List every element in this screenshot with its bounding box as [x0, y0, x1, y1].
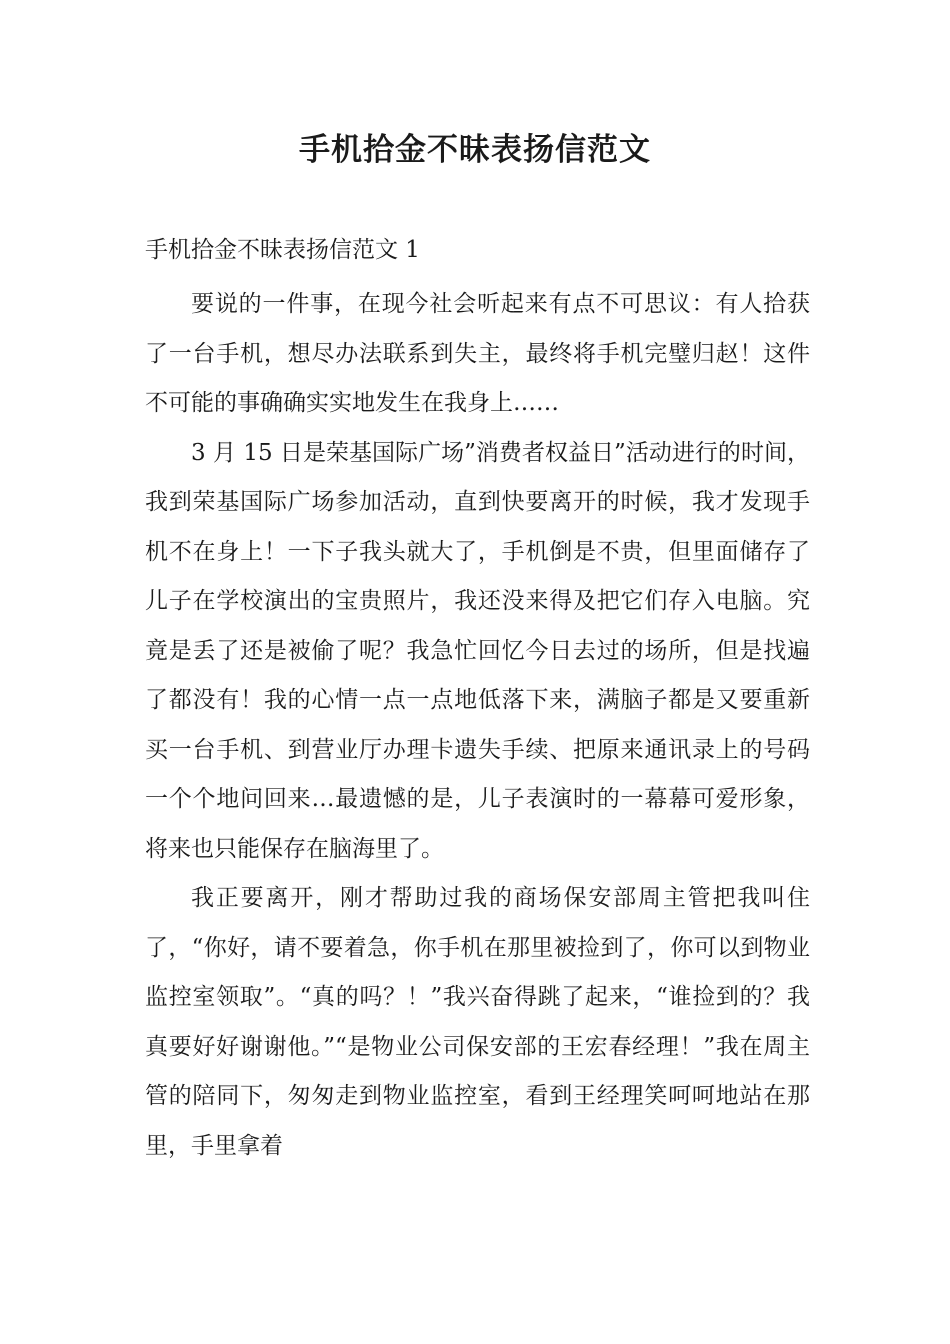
- paragraph-1: 要说的一件事，在现今社会听起来有点不可思议：有人拾获了一台手机，想尽办法联系到失主，最终将手机完璧归赵！这件不可能的事确确实实地发生在我身上……: [145, 291, 810, 416]
- paragraph-3: 我正要离开，刚才帮助过我的商场保安部周主管把我叫住了，“你好，请不要着急，你手机在那里被捡到了，你可以到物业监控室领取”。“真的吗？！”我兴奋得跳了起来，“谁捡到的？我真要好好谢谢他。”“是物业公司保安部的王宏春经理！”我在周主管的陪同下，匆匆走到物业监控室，看到王经理笑呵呵地站在那里，手里拿着: [145, 885, 810, 1159]
- document-subtitle: 手机拾金不昧表扬信范文 1: [145, 237, 420, 263]
- document-body: [145, 280, 810, 1171]
- document-title: 手机拾金不昧表扬信范文: [299, 132, 651, 168]
- paragraph-2: 3 月 15 日是荣基国际广场”消费者权益日”活动进行的时间，我到荣基国际广场参加活动，直到快要离开的时候，我才发现手机不在身上！一下子我头就大了，手机倒是不贵，但里面储存了儿子在学校演出的宝贵照片，我还没来得及把它们存入电脑。究竟是丢了还是被偷了呢？我急忙回忆今日去过的场所，但是找遍了都没有！我的心情一点一点地低落下来，满脑子都是又要重新买一台手机、到营业厅办理卡遗失手续、把原来通讯录上的号码一个个地问回来…最遗憾的是，儿子表演时的一幕幕可爱形象，将来也只能保存在脑海里了。: [145, 439, 810, 862]
